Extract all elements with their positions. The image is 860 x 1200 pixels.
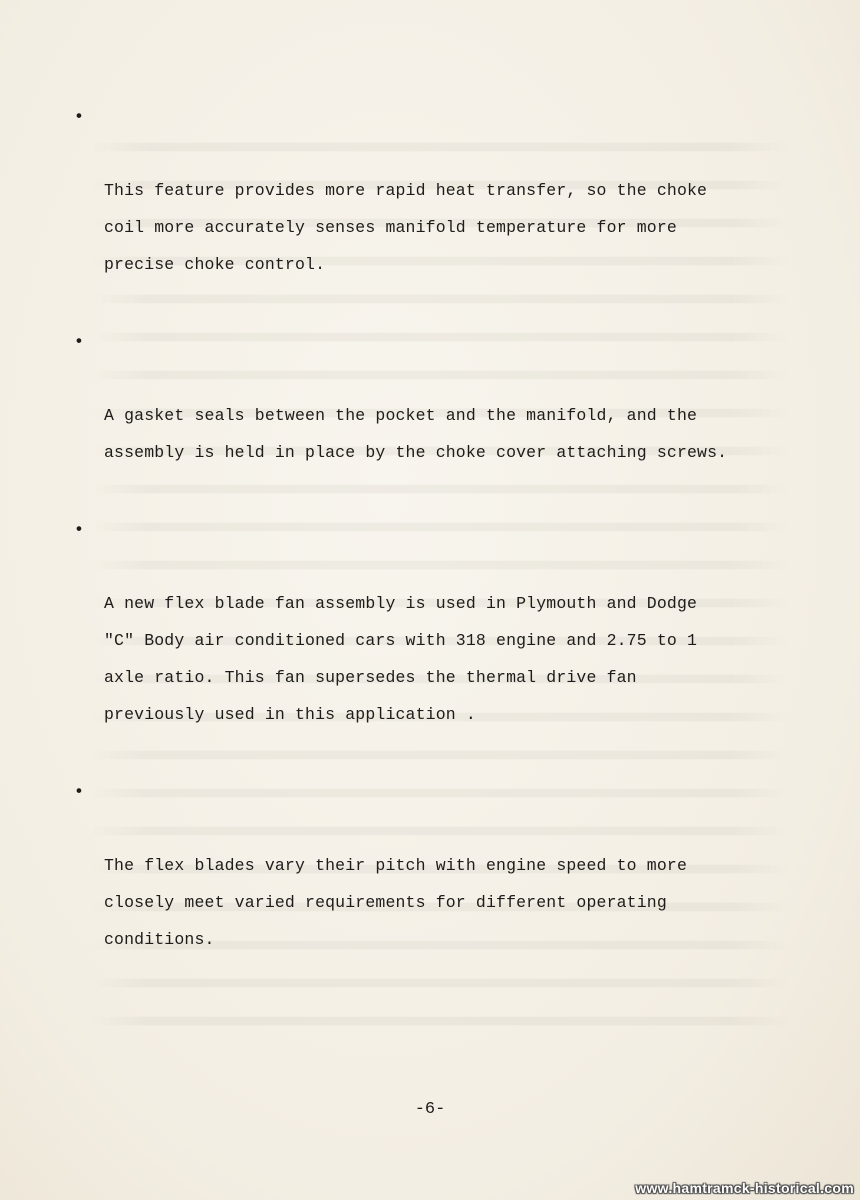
- page-number: -6-: [414, 1100, 446, 1119]
- bullet-item: [68, 773, 808, 995]
- site-watermark: www.hamtramck-historical.com: [635, 1180, 854, 1196]
- bullet-list: [68, 98, 808, 998]
- bullet-item: [68, 98, 808, 320]
- bullet-text: The flex blades vary their pitch with engine speed to more closely meet varied requirements for different operating conditions.: [104, 856, 687, 949]
- bullet-marker: •: [74, 520, 85, 539]
- bullet-text: A gasket seals between the pocket and the manifold, and the assembly is held in place by the choke cover attaching screws.: [104, 406, 728, 462]
- bullet-text: A new flex blade fan assembly is used in Plymouth and Dodge "C" Body air conditioned cars with 318 engine and 2.75 to 1 axle ratio. This fan supersedes the thermal drive fan previously used in this application .: [104, 594, 698, 724]
- bullet-marker: •: [74, 782, 85, 801]
- bullet-item: [68, 511, 808, 770]
- bullet-item: [68, 323, 808, 508]
- bullet-marker: •: [74, 332, 85, 351]
- bullet-marker: •: [74, 107, 85, 126]
- bullet-text: This feature provides more rapid heat transfer, so the choke coil more accurately senses manifold temperature for more precise choke control.: [104, 181, 708, 274]
